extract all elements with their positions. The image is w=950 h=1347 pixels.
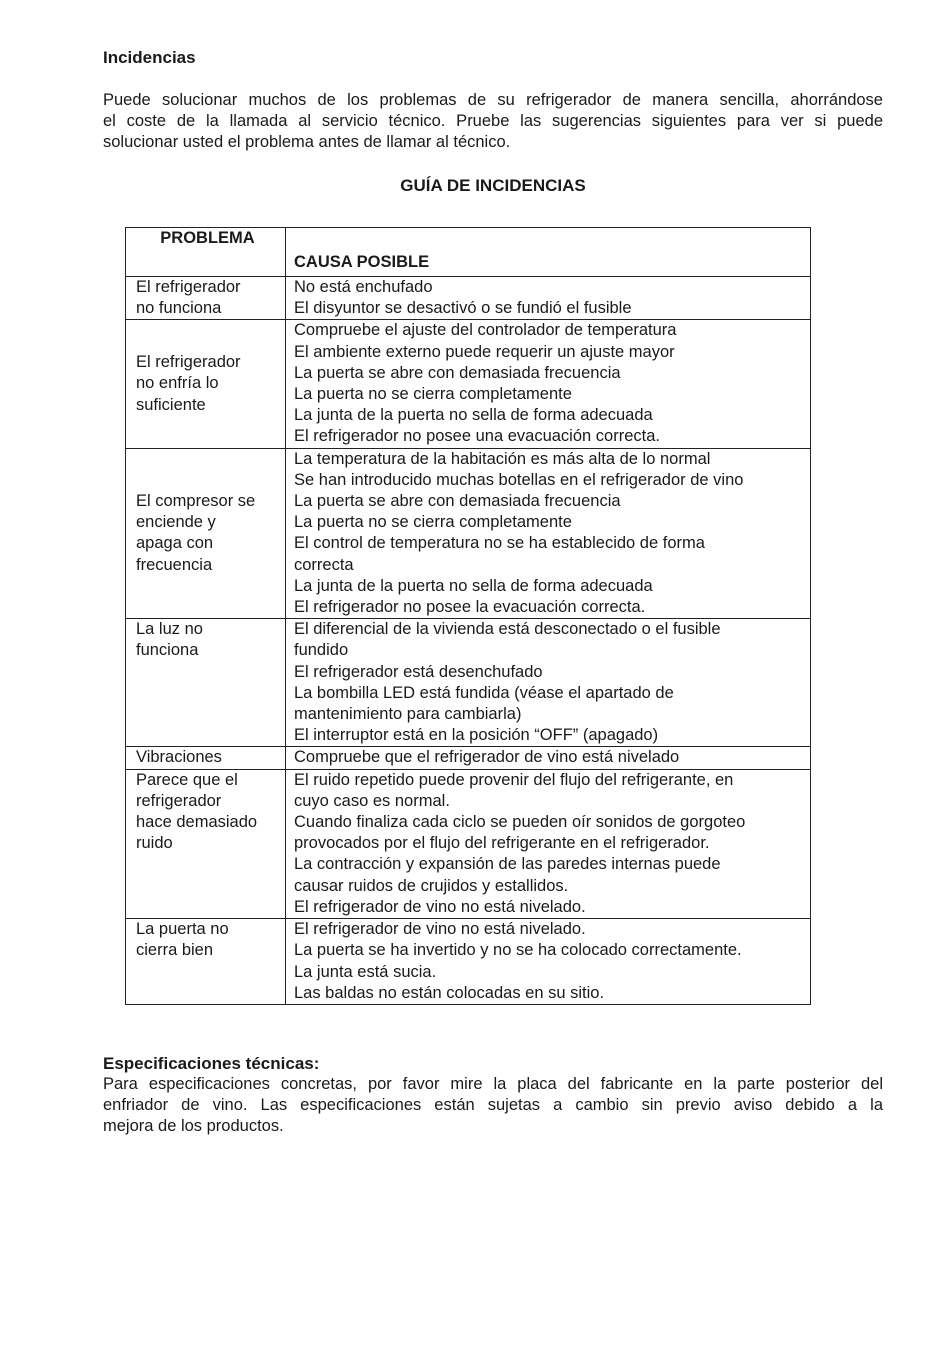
problem-line: El refrigerador [136,278,241,296]
cause-line: El refrigerador no posee una evacuación correcta. [294,427,660,446]
intro-line: Puede solucionar muchos de los problemas de su refrigerador de manera sencilla, ahorrándose [103,91,883,109]
cause-line: La puerta se ha invertido y no se ha colocado correctamente. [294,941,742,960]
problem-line: suficiente [136,395,206,414]
intro-line: el coste de la llamada al servicio técnico. Pruebe las sugerencias siguientes para ver si puede [103,112,883,130]
cause-line: provocados por el flujo del refrigerante en el refrigerador. [294,834,710,853]
cause-line: El disyuntor se desactivó o se fundió el fusible [294,299,632,318]
problem-line: Parece que el [136,770,238,789]
cause-cell [286,919,811,1005]
problem-line: enciende y [136,513,216,532]
cause-line: causar ruidos de crujidos y estallidos. [294,876,569,895]
cause-line: La junta de la puerta no sella de forma adecuada [294,576,653,595]
cause-line: No está enchufado [294,278,433,296]
cause-line: El ruido repetido puede provenir del flujo del refrigerante, en [294,770,734,789]
cause-line: El control de temperatura no se ha establecido de forma [294,534,705,553]
cause-line: correcta [294,555,354,574]
problem-line: frecuencia [136,555,213,574]
problem-line: La puerta no [136,920,229,939]
cause-line: Compruebe que el refrigerador de vino está nivelado [294,748,680,767]
problem-line: no enfría lo [136,374,219,393]
cause-line: El refrigerador de vino no está nivelado. [294,920,586,939]
table-header-row [126,228,811,277]
problem-line: refrigerador [136,791,222,810]
cause-cell [286,619,811,747]
problem-line: La luz no [136,620,203,639]
cause-line: La puerta se abre con demasiada frecuencia [294,363,621,382]
specs-paragraph [103,1074,883,1137]
problem-cell [126,277,286,320]
troubleshooting-table [125,227,811,1005]
table-row [126,619,811,747]
table-row [126,448,811,619]
problem-line: no funciona [136,299,222,318]
problem-cell [126,747,286,769]
cause-line: La junta está sucia. [294,962,437,981]
table-row [126,277,811,320]
cause-line: El refrigerador está desenchufado [294,662,543,681]
guide-title: GUÍA DE INCIDENCIAS [400,176,586,195]
table-row [126,769,811,918]
problem-cell [126,320,286,448]
problem-line: cierra bien [136,941,214,960]
cause-line: El refrigerador no posee la evacuación correcta. [294,598,646,617]
cause-line: La puerta no se cierra completamente [294,513,572,532]
cause-line: La temperatura de la habitación es más alta de lo normal [294,449,711,468]
problem-line: El refrigerador [136,353,241,372]
cause-line: La contracción y expansión de las paredes internas puede [294,855,721,874]
cause-line: La puerta se abre con demasiada frecuencia [294,492,621,511]
cause-line: El ambiente externo puede requerir un ajuste mayor [294,342,675,361]
cause-line: La puerta no se cierra completamente [294,385,572,404]
intro-paragraph [103,90,883,153]
cause-line: Las baldas no están colocadas en su sitio. [294,983,605,1002]
cause-line: La junta de la puerta no sella de forma adecuada [294,406,653,425]
specs-line: enfriador de vino. Las especificaciones están sujetas a cambio sin previo aviso debido a la [103,1096,883,1114]
cause-cell [286,747,811,769]
section-heading-especificaciones: Especificaciones técnicas: [103,1054,320,1073]
cause-line: El refrigerador de vino no está nivelado. [294,897,586,916]
table-row [126,919,811,1005]
cause-cell [286,277,811,320]
cause-line: Cuando finaliza cada ciclo se pueden oír sonidos de gorgoteo [294,813,746,832]
cause-line: fundido [294,641,349,660]
problem-line: funciona [136,641,199,660]
problem-cell [126,448,286,619]
problem-line: Vibraciones [136,748,222,767]
cause-line: La bombilla LED está fundida (véase el apartado de [294,683,674,702]
problem-line: El compresor se [136,492,256,511]
cause-line: mantenimiento para cambiarla) [294,705,522,724]
cause-line: El diferencial de la vivienda está desconectado o el fusible [294,620,721,639]
problem-cell [126,619,286,747]
problem-line: apaga con [136,534,214,553]
table-row [126,320,811,448]
cause-line: Compruebe el ajuste del controlador de temperatura [294,321,677,340]
intro-line: solucionar usted el problema antes de llamar al técnico. [103,133,511,151]
table-row [126,747,811,769]
problem-cell [126,769,286,918]
section-heading-incidencias: Incidencias [103,48,196,67]
cause-cell [286,769,811,918]
problem-cell [126,919,286,1005]
header-cause: CAUSA POSIBLE [286,228,811,277]
cause-line: Se han introducido muchas botellas en el refrigerador de vino [294,470,744,489]
cause-line: El interruptor está en la posición “OFF” (apagado) [294,726,659,745]
header-problem: PROBLEMA [126,228,286,277]
specs-line: mejora de los productos. [103,1117,284,1135]
cause-cell [286,448,811,619]
cause-line: cuyo caso es normal. [294,791,450,810]
specs-line: Para especificaciones concretas, por favor mire la placa del fabricante en la parte posterior del [103,1075,883,1093]
cause-cell [286,320,811,448]
problem-line: ruido [136,834,173,853]
problem-line: hace demasiado [136,813,258,832]
